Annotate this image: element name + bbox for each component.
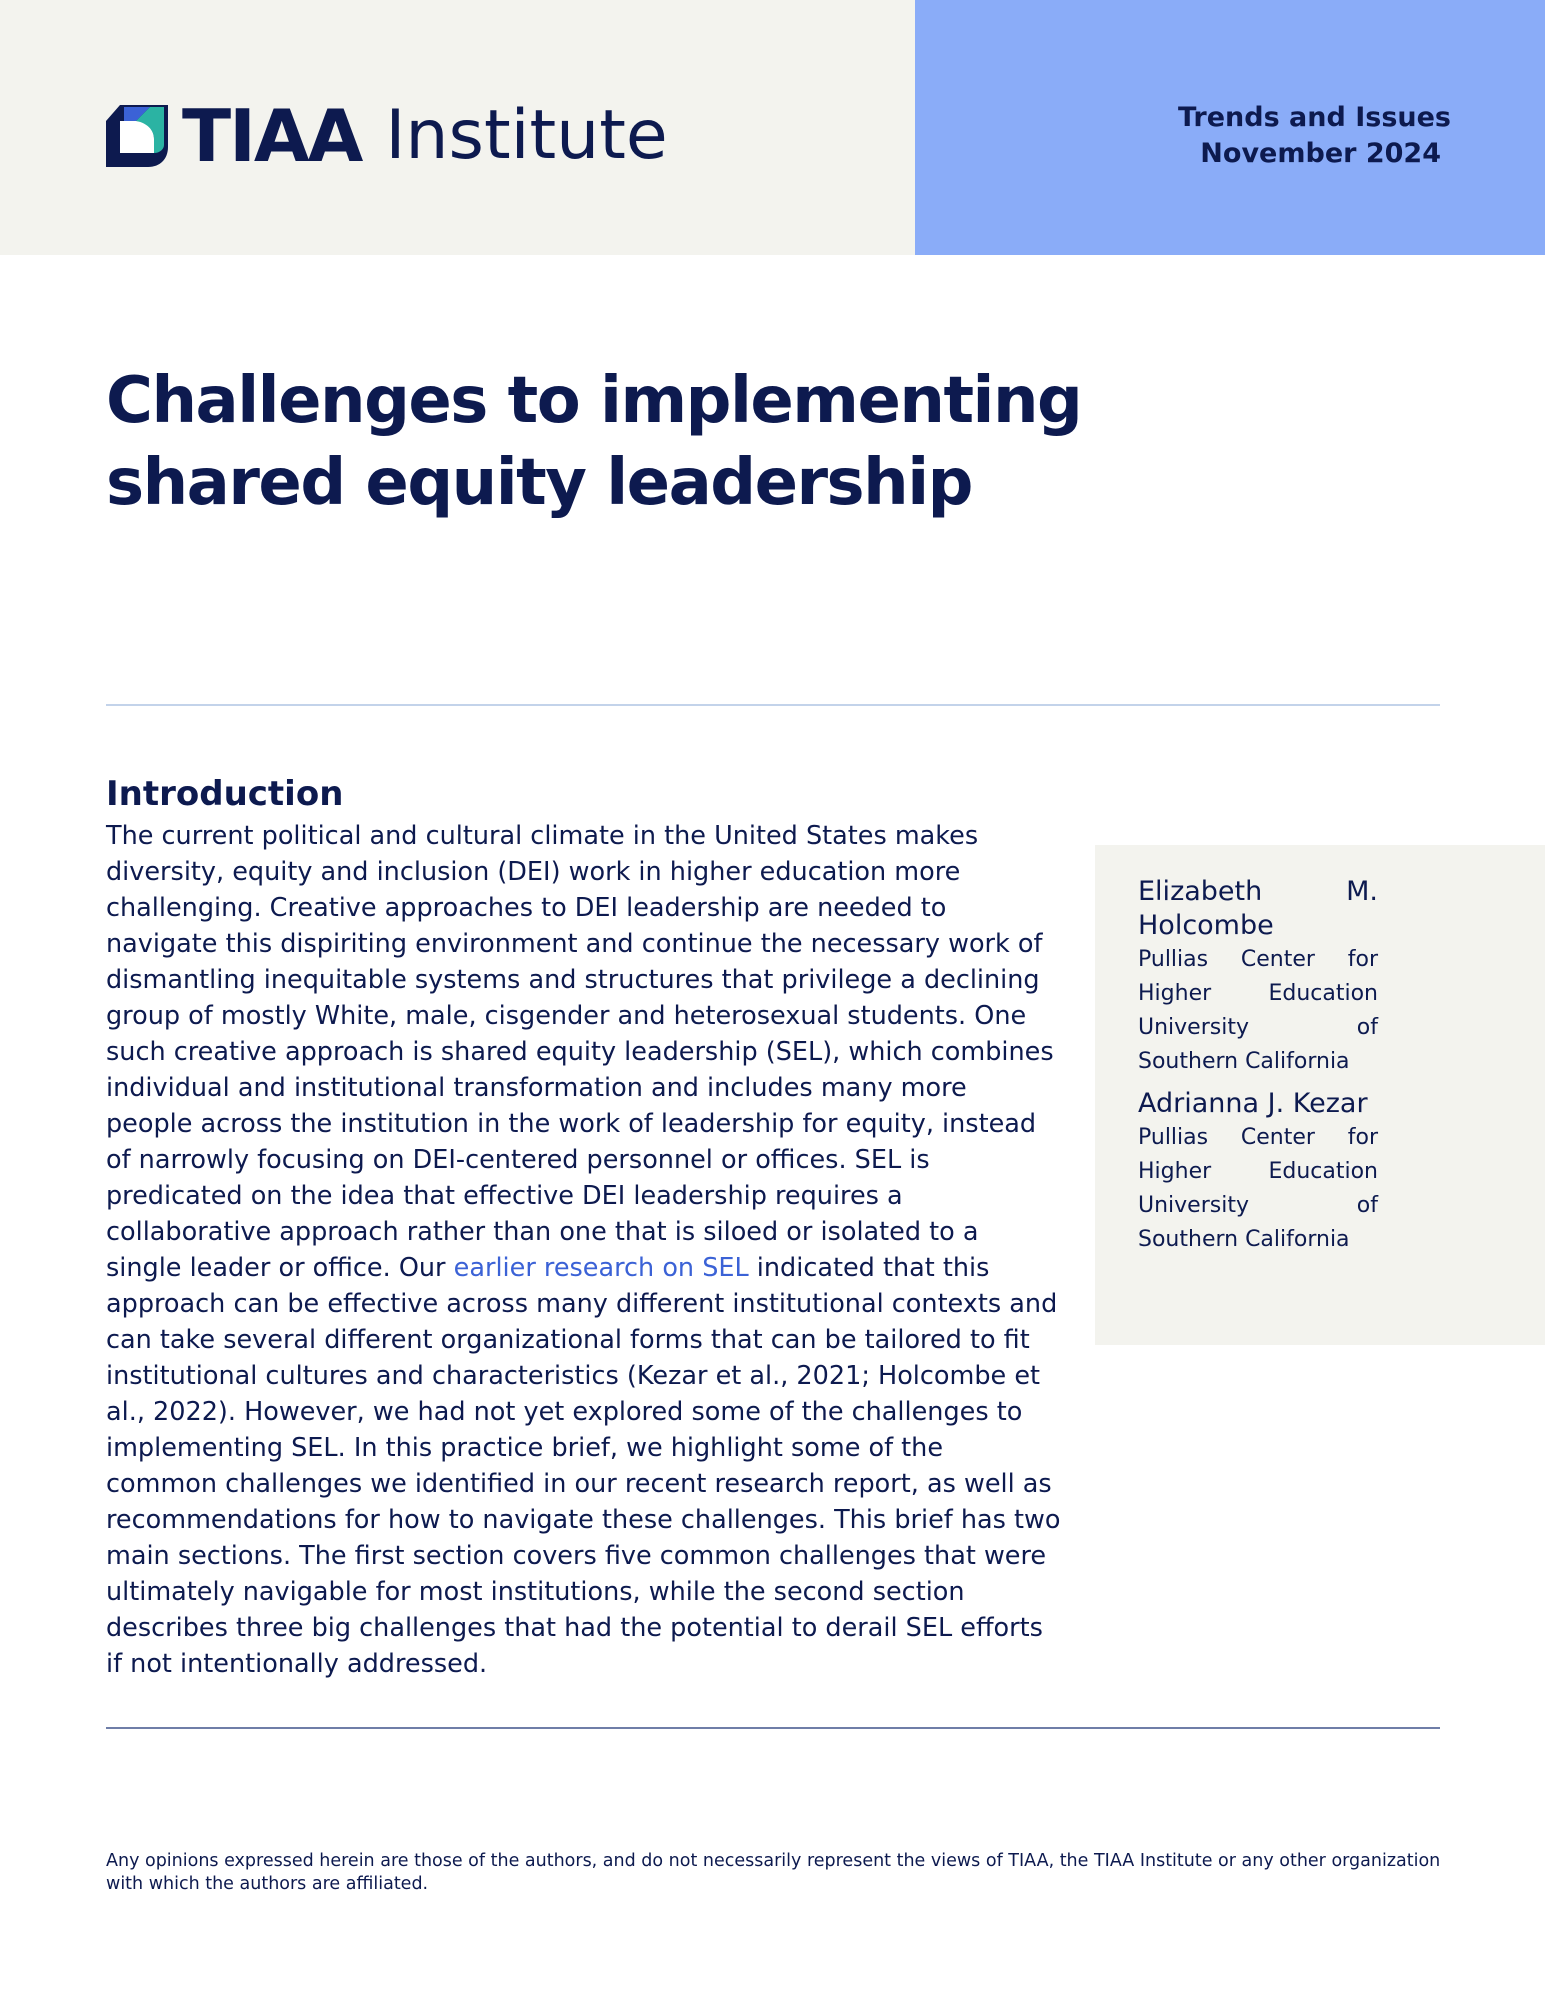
author-affiliation: Pullias Center for Higher Education University of Southern California: [1138, 1125, 1378, 1252]
logo-brand: TIAA: [182, 94, 362, 178]
authors-panel: [1095, 845, 1545, 1345]
intro-text-part-1: The current political and cultural climate in the United States makes diversity, equity and inclusion (DEI) work in higher education more challenging. Creative approaches to DEI leadership are needed to navigate this dispiriting environment and continue the necessary work of dismantling inequitable systems and structures that privilege a declining group of mostly White, male, cisgender and heterosexual students. One such creative approach is shared equity leadership (SEL), which combines individual and institutional transformation and includes many more people across the institution in the work of leadership for equity, instead of narrowly focusing on DEI-centered personnel or offices. SEL is predicated on the idea that effective DEI leadership requires a collaborative approach rather than one that is siloed or isolated to a single leader or office. Our: [106, 821, 1054, 1283]
tiaa-institute-logo[interactable]: [106, 94, 668, 178]
author-affiliation: Pullias Center for Higher Education University of Southern California: [1138, 947, 1378, 1074]
title-divider: [106, 704, 1440, 706]
author-card: [1138, 875, 1378, 1079]
footer-divider: [106, 1727, 1440, 1729]
series-label: Trends and Issues: [1177, 102, 1451, 133]
author-card: [1138, 1087, 1378, 1257]
disclaimer: Any opinions expressed herein are those of the authors, and do not necessarily represent the views of TIAA, the TIAA Institute or any other organization with which the authors are affiliated.: [106, 1851, 1441, 1894]
author-name: Elizabeth M. Holcombe: [1138, 876, 1378, 941]
publication-date: November 2024: [1200, 138, 1441, 169]
publication-info: [1178, 100, 1451, 172]
author-name: Adrianna J. Kezar: [1138, 1088, 1368, 1119]
intro-heading: Introduction: [106, 774, 344, 814]
earlier-research-link[interactable]: earlier research on SEL: [453, 1253, 749, 1283]
intro-text-part-2: indicated that this approach can be effective across many different institutional contexts and can take several different organizational forms that can be tailored to fit institutional cultures and characteristics (Kezar et al., 2021; Holcombe et al., 2022). However, we had not yet explored some of the challenges to implementing SEL. In this practice brief, we highlight some of the common challenges we identified in our recent research report, as well as recommendations for how to navigate these challenges. This brief has two main sections. The first section covers five common challenges that were ultimately navigable for most institutions, while the second section describes three big challenges that had the potential to derail SEL efforts if not intentionally addressed.: [106, 1253, 1061, 1679]
intro-paragraph: [106, 818, 1061, 1682]
logo-suffix: Institute: [385, 96, 668, 175]
page-title: Challenges to implementing shared equity leadership: [106, 364, 1082, 520]
tiaa-logo-mark-icon: [106, 105, 168, 167]
